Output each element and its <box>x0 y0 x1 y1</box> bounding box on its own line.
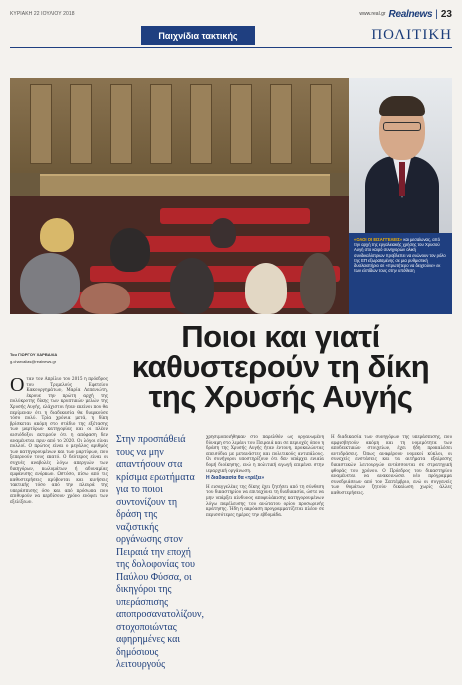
column-text: Η διαδικασία των συνηγόρων της υπεράσπισης, που αμφισβητούν ακόμη και τη νομιμότητα των αποδεικτικών στοιχείων, έχει ήδη προκαλέσει αντιδράσεις. Όπως αναφέρουν νομικοί κύκλοι, οι συνεχείς ενστάσεις και τα αιτήματα εξαίρεσης δικαστικών λειτουργών εντάσσονται σε στρατηγική φθοράς του χρόνου. Ο Πρόεδρος του δικαστηρίου αναμένεται να ανακοινώσει νέο πρόγραμμα συνεδριάσεων από τον Σεπτέμβριο, ενώ οι συγγενείς των θυμάτων ζητούν δικαίωση χωρίς άλλες καθυστερήσεις. <box>331 434 452 495</box>
caption-lead: «ΟΛΟΙ ΟΙ ΕΙΣΑΓΓΕΛΕΙΣ» <box>354 237 403 242</box>
article-headline <box>109 319 452 414</box>
brand-logo: Realnews <box>388 8 433 20</box>
caption-text: και μεσαίωνας, από την αρχή της εργαλειακής χρήσης του Χρυσού Αυγή στο καιρό συνηγορών ολική συνδικαλίστριων προβλεπει να ενώνουν τον ρόλο της ΕΠ εξωραϊσμένης σε μια ρυθμιστική δυσλαιστήριο σε «πρωτήτερο να δειχτούνε» εκ των ελπίδων τους στην υπόθεση <box>354 237 446 274</box>
pull-quote: Στην προσπάθειά τους να μην απαντήσουν στα κρίσιμα ερωτήματα για το ποιοι συντονίζουν τη δράση της ναζιστικής οργάνωσης στον Πειραιά την εποχή της δολοφονίας του Παύλου Φύσσα, οι δικηγόροι της υπεράσπισης αποπροσανατολίζουν, στοχοποιώντας αφηρημένες και δημόσιους λειτουργούς <box>116 434 205 670</box>
issue-date: ΚΥΡΙΑΚΗ 22 ΙΟΥΛΙΟΥ 2018 <box>10 11 75 17</box>
page-number: 23 <box>440 8 452 20</box>
photo-caption <box>349 233 452 314</box>
article-column-3 <box>331 434 452 676</box>
column-text: ταν τον Απρίλιο του 2015 η πρόεδρος του Τριμελούς Εφετείου Κακουργημάτων, Μαρία Λεπενιώτη, έκρουε την πρώτη αρχή της πολύκροτης δίκης των κρυπτικών μελών της Χρυσής Αυγής, ελάχιστοι ήταν εκείνοι που θα περίμεναν ότι η διαδικασία θα διαρκούσε τόσο πολύ. Τρία χρόνια μετά, η δίκη βρίσκεται ακόμη στο στάδιο της εξέτασης των μαρτύρων κατηγορίας και οι πλέον αισιόδοξοι εκτιμούν ότι η απόφαση δεν αναμένεται πριν από το 2020. Οι λόγοι είναι πολλοί. Ο πρώτος είναι ο μεγάλος αριθμός των κατηγορουμένων και των μαρτύρων, που ξεπερνούν τους εκατό. Ο δεύτερος είναι οι συχνές αναβολές λόγω απεργιών των δικηγόρων, κωλυμάτων ή αδυναμίας εμφάνισης ενόρκων. Ωστόσο, πίσω από τις καθυστερήσεις κρύβονται και κινήσεις τακτικής τόσο από την πλευρά της υπεράσπισης όσο και από πρόσωπα που επιθυμούν να κερδίσουν χρόνο ενόψει των εξελίξεων. <box>10 376 108 505</box>
headline-line: της Χρυσής Αυγής <box>148 379 413 414</box>
article-column-1 <box>10 376 108 676</box>
headline-line: Ποιοι και γιατί <box>181 319 380 354</box>
column-text: Η εισαγγελέας της δίκης έχει ζητήσει από τη σύνθεση του δικαστηρίου να επιταχύνει τη διαδικασία, ώστε να μην υπάρξει κίνδυνος αποφυλάκισης κατηγορουμένων λόγω παρέλευσης του ανώτατου ορίου προσωρινής κράτησης. Ήδη η ακρόαση προγραμματίζεται πλέον σε περισσότερες ημέρες την εβδομάδα. <box>206 483 324 517</box>
portrait-photo <box>349 78 452 233</box>
courtroom-photo <box>10 78 349 314</box>
section-rule <box>10 47 452 48</box>
author-email[interactable]: g.charvalias@realnews.gr <box>10 359 57 364</box>
headline-line: καθυστερούν τη δίκη <box>131 349 430 384</box>
site-url[interactable]: www.real.gr <box>359 11 386 17</box>
column-text: χρησιμοποιήθηκαν στο παρελθόν ως οργανωμένη δύναμη στο λιμάνι του Πειραιά και σε περιοχές όπου η δράση της Χρυσής Αυγής ήταν έντονη, προκαλώντας επεισόδια με μετανάστες και πολιτικούς αντιπάλους. Οι συνήγοροι υποστηρίζουν ότι δεν υπάρχει ενιαία δομή διοίκησης, ενώ η πολιτική αγωγή επιμένει στην ιεραρχική οργάνωση. <box>206 434 324 473</box>
subheading: Η διαδικασία θα «τρέξει» <box>206 475 265 482</box>
section-bar <box>10 26 452 45</box>
header-divider: | <box>435 8 438 20</box>
drop-cap: Ο <box>10 376 25 396</box>
section-name: ΠΟΛΙΤΙΚΗ <box>371 27 452 43</box>
page-header <box>10 6 452 22</box>
section-tag: Παιχνίδια τακτικής <box>141 26 255 45</box>
author-name: Του ΓΙΩΡΓΟΥ ΧΑΡΒΑΛΙΑ <box>10 352 58 357</box>
byline <box>10 352 102 364</box>
article-column-2 <box>206 434 324 676</box>
